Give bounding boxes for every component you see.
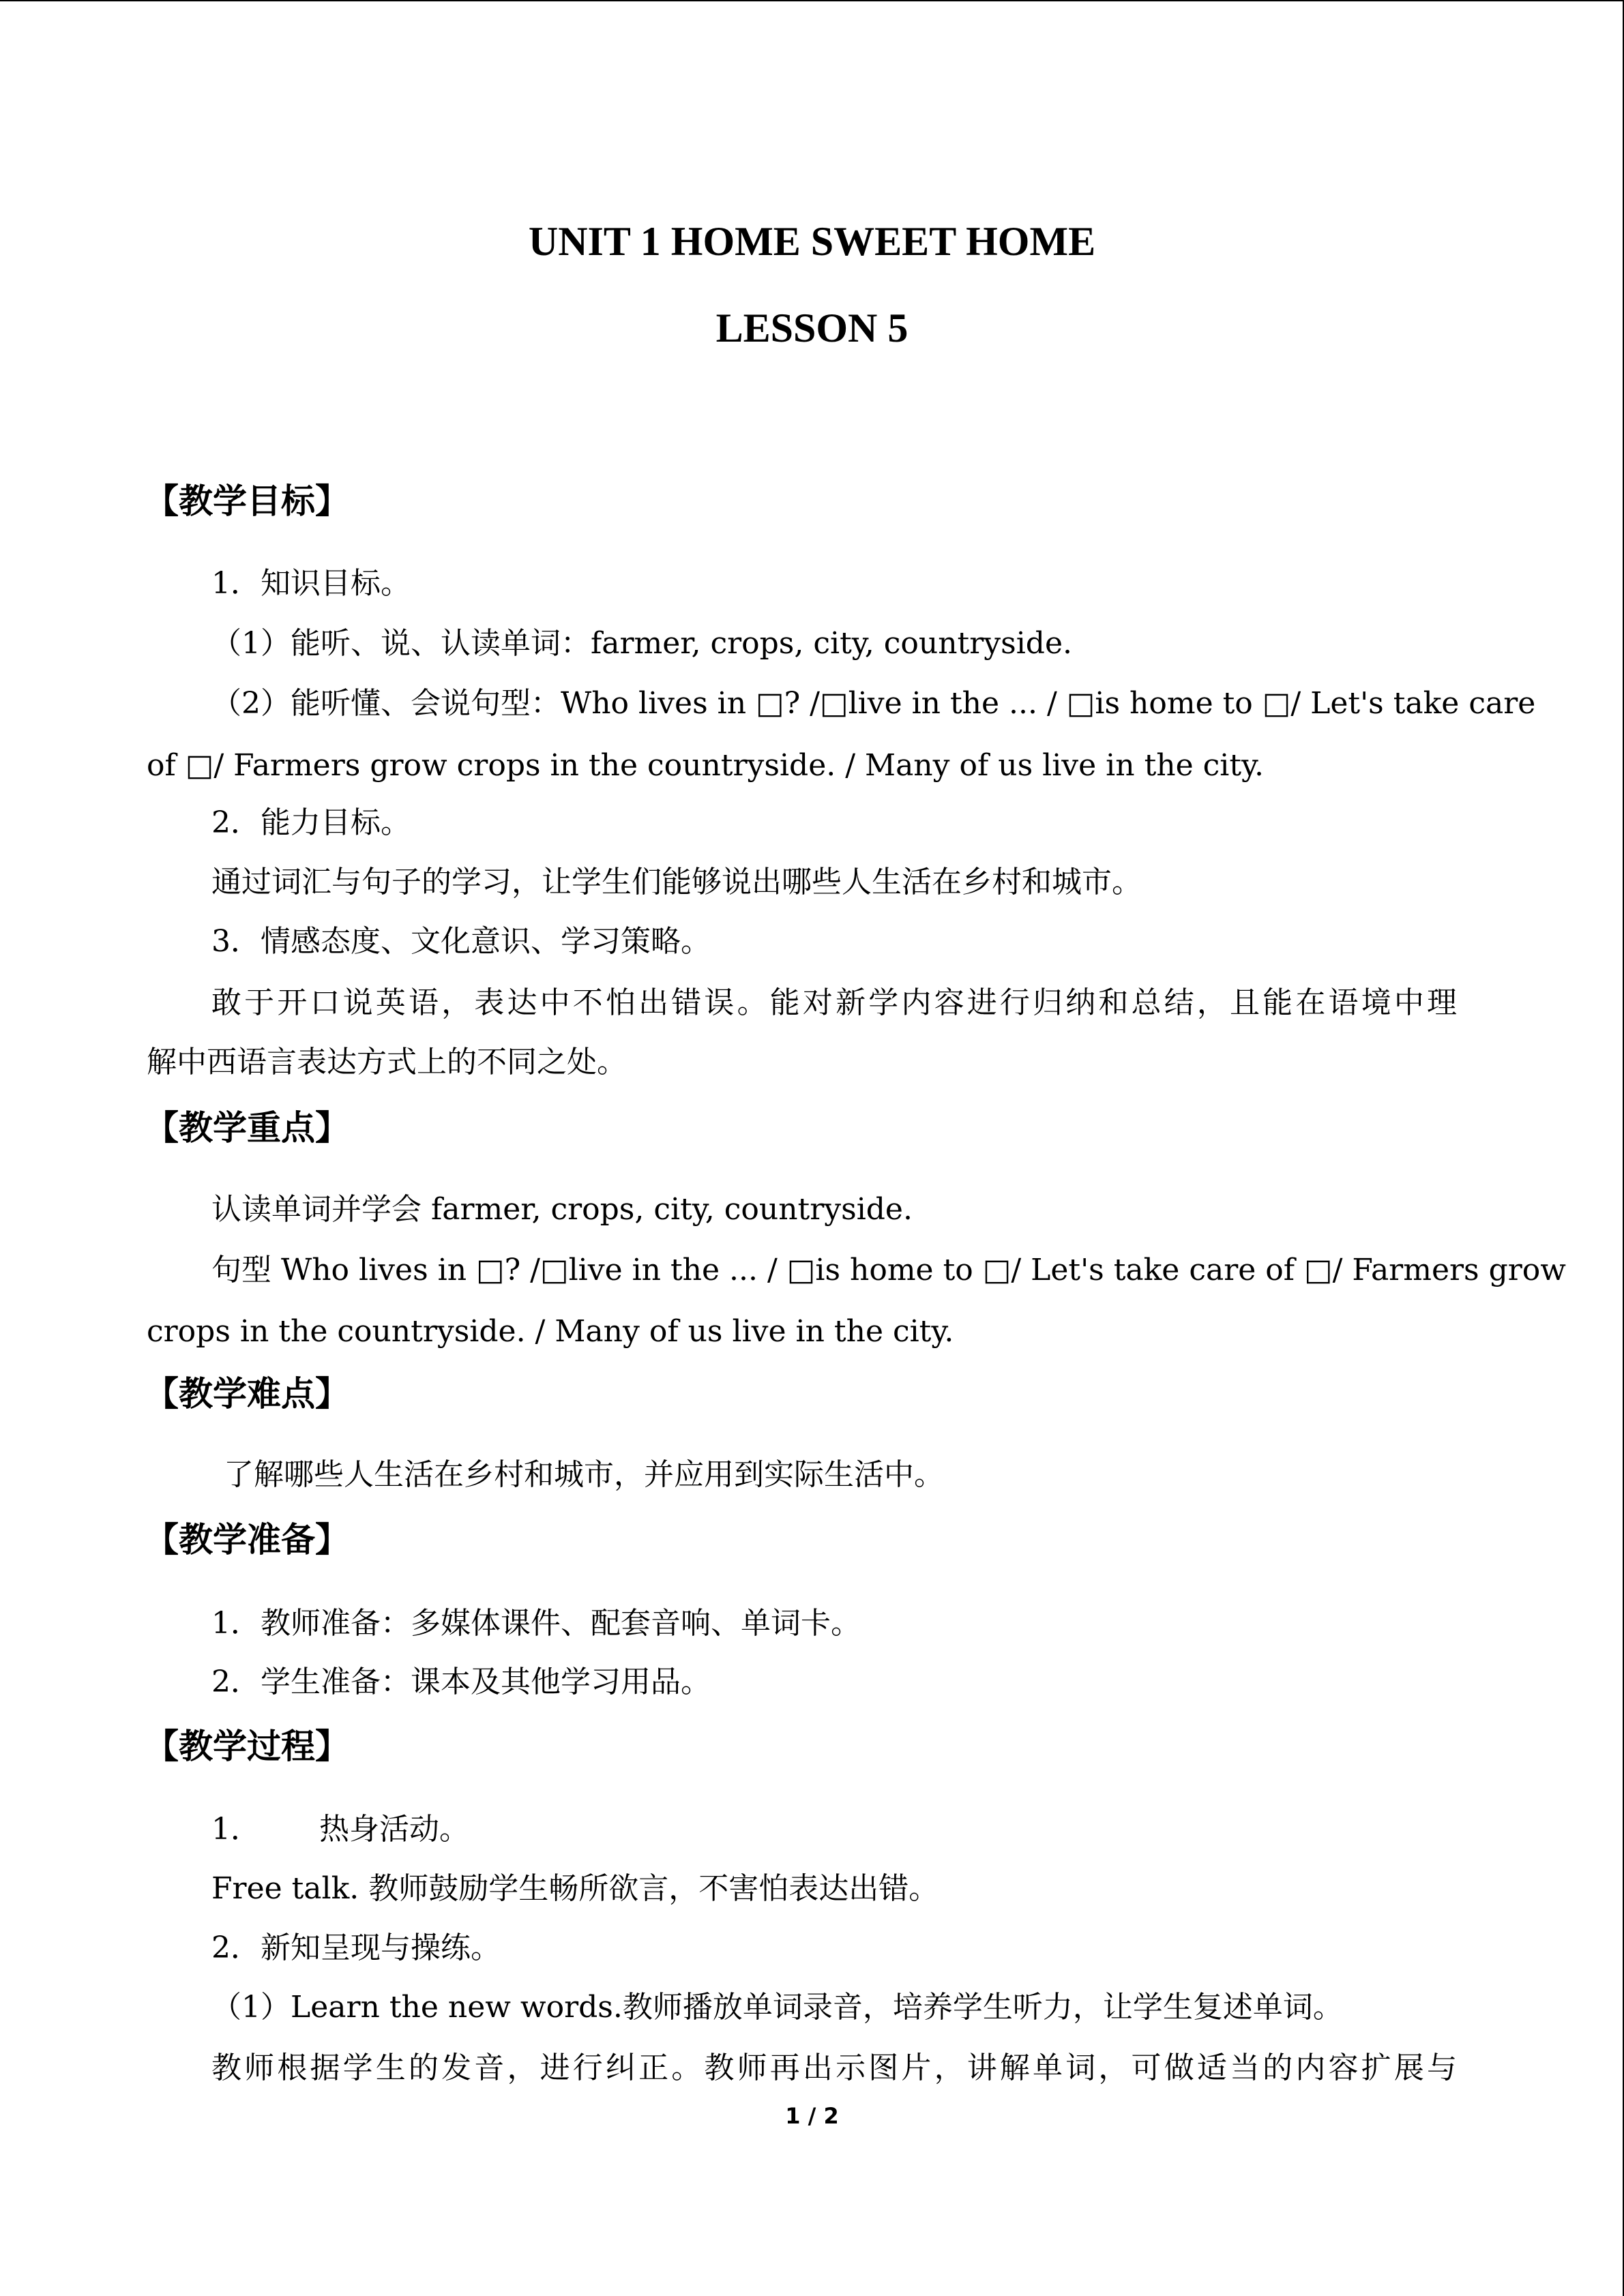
key-points-line-3: crops in the countryside. / Many of us live in the city.: [147, 1314, 954, 1349]
difficulties-line-1: 了解哪些人生活在乡村和城市，并应用到实际生活中。: [224, 1457, 944, 1492]
document-subtitle: LESSON 5: [715, 305, 909, 351]
objectives-line-1: 1．知识目标。: [211, 566, 411, 601]
process-line-1-text: 热身活动。: [319, 1812, 469, 1847]
section-heading-objectives: 【教学目标】: [145, 481, 349, 521]
objectives-line-4: of □/ Farmers grow crops in the countryside. / Many of us live in the city.: [147, 748, 1265, 783]
document-title: UNIT 1 HOME SWEET HOME: [528, 219, 1096, 264]
objectives-line-8: 敢于开口说英语，表达中不怕出错误。能对新学内容进行归纳和总结，且能在语境中理: [211, 985, 1457, 1020]
process-line-1-number: 1．: [211, 1812, 261, 1847]
objectives-line-9: 解中西语言表达方式上的不同之处。: [147, 1045, 627, 1079]
section-heading-process: 【教学过程】: [145, 1726, 349, 1766]
section-heading-preparation: 【教学准备】: [145, 1519, 349, 1560]
objectives-line-3: （2）能听懂、会说句型：Who lives in □? /□live in the ... / □is home to □/ Let's take care: [211, 686, 1536, 721]
key-points-line-2: 句型 Who lives in □? /□live in the ... / □is home to □/ Let's take care of □/ Farmers grow: [211, 1253, 1566, 1287]
objectives-line-2: （1）能听、说、认读单词：farmer, crops, city, countryside.: [211, 626, 1072, 661]
preparation-line-2: 2．学生准备：课本及其他学习用品。: [211, 1665, 711, 1699]
key-points-line-1: 认读单词并学会 farmer, crops, city, countryside.: [211, 1192, 913, 1227]
preparation-line-1: 1．教师准备：多媒体课件、配套音响、单词卡。: [211, 1606, 861, 1641]
objectives-line-5: 2．能力目标。: [211, 805, 411, 840]
objectives-line-7: 3．情感态度、文化意识、学习策略。: [211, 924, 711, 959]
page-number: 1 / 2: [785, 2103, 839, 2129]
process-line-3: 2．新知呈现与操练。: [211, 1930, 501, 1965]
section-heading-difficulties: 【教学难点】: [145, 1373, 349, 1414]
process-line-2: Free talk. 教师鼓励学生畅所欲言，不害怕表达出错。: [211, 1871, 939, 1906]
process-line-5: 教师根据学生的发音，进行纠正。教师再出示图片，讲解单词，可做适当的内容扩展与: [211, 2051, 1457, 2085]
process-line-4: （1）Learn the new words.教师播放单词录音，培养学生听力，让学生复述单词。: [211, 1990, 1343, 2025]
section-heading-key-points: 【教学重点】: [145, 1107, 349, 1148]
objectives-line-6: 通过词汇与句子的学习，让学生们能够说出哪些人生活在乡村和城市。: [211, 865, 1142, 899]
